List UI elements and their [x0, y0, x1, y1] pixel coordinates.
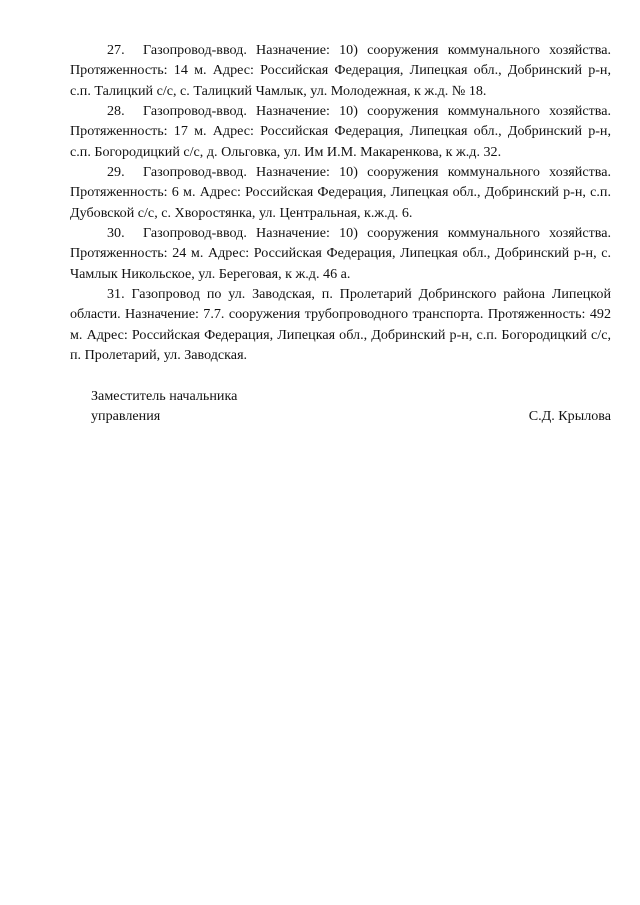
list-item: 29. Газопровод-ввод. Назначение: 10) сооружения коммунального хозяйства. Протяженность: 6 м. Адрес: Российская Федерация, Липецкая обл., Добринский р-н, с.п. Дубовской с/с, с. Хворостянка, ул. Центральная, к.ж.д. 6. [70, 164, 611, 221]
list-item: 31. Газопровод по ул. Заводская, п. Пролетарий Добринского района Липецкой области. Назначение: 7.7. сооружения трубопроводного транспорта. Протяженность: 492 м. Адрес: Российская Федерация, Липецкая обл., Добринский р-н, с.п. Богородицкий с/с, п. Пролетарий, ул. Заводская. [70, 286, 611, 364]
list-item: 28. Газопровод-ввод. Назначение: 10) сооружения коммунального хозяйства. Протяженность: 17 м. Адрес: Российская Федерация, Липецкая обл., Добринский р-н, с.п. Богородицкий с/с, д. Ольговка, ул. Им И.М. Макаренкова, к ж.д. 32. [70, 103, 611, 160]
signature-block [91, 386, 611, 427]
signatory-position-line1: Заместитель начальника [91, 388, 238, 404]
object-list [70, 40, 611, 366]
signatory-name: С.Д. Крылова [528, 408, 611, 425]
signatory-position-line2: управления [91, 408, 161, 425]
list-item: 27. Газопровод-ввод. Назначение: 10) сооружения коммунального хозяйства. Протяженность: 14 м. Адрес: Российская Федерация, Липецкая обл., Добринский р-н, с.п. Талицкий с/с, с. Талицкий Чамлык, ул. Молодежная, к ж.д. № 18. [70, 42, 611, 99]
signature-line [91, 406, 611, 426]
list-item: 30. Газопровод-ввод. Назначение: 10) сооружения коммунального хозяйства. Протяженность: 24 м. Адрес: Российская Федерация, Липецкая обл., Добринский р-н, с. Чамлык Никольское, ул. Береговая, к ж.д. 46 а. [70, 225, 611, 282]
